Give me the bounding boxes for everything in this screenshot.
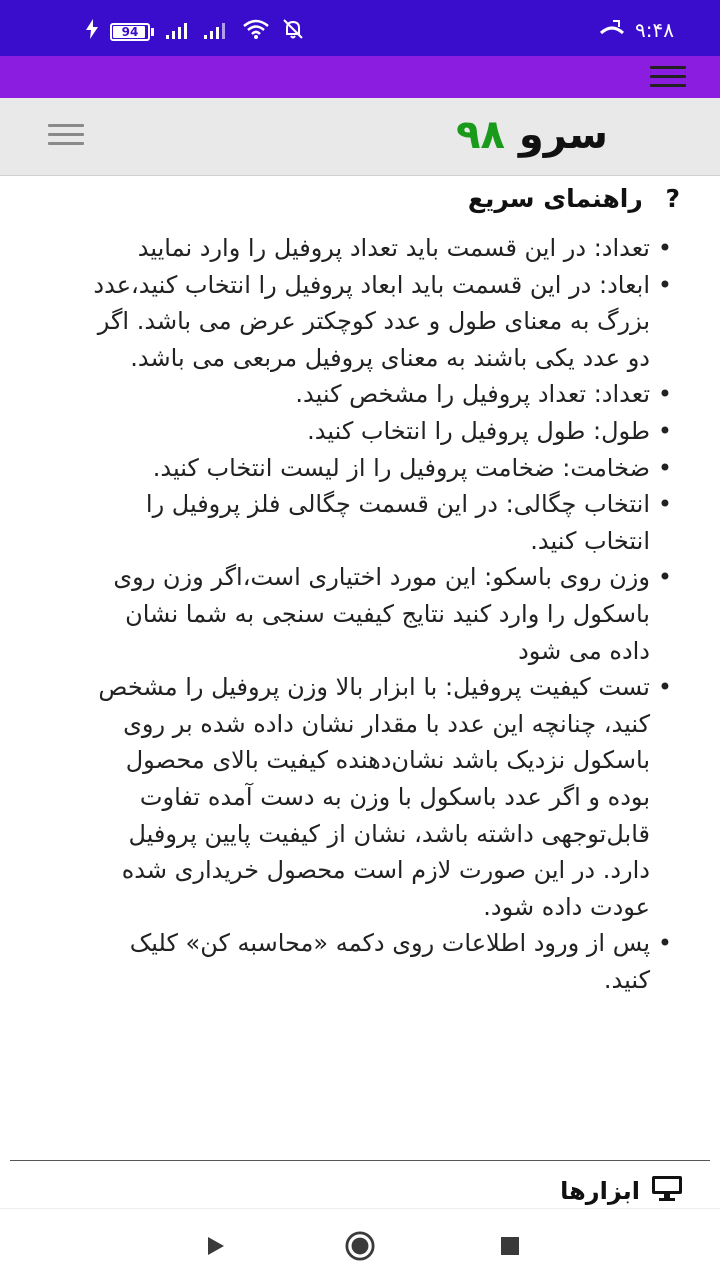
status-icons-right [599, 18, 674, 42]
monitor-icon [650, 1174, 684, 1208]
main-content [0, 180, 720, 1205]
quick-guide-title: راهنمای سریع [467, 184, 643, 213]
status-bar [0, 0, 720, 56]
signal-icon [204, 20, 230, 44]
quick-guide-heading [468, 184, 680, 213]
clock: ۹:۴۸ [635, 18, 674, 42]
battery-icon [110, 23, 154, 41]
call-forward-icon [599, 18, 625, 42]
site-header [0, 98, 720, 176]
list-item: • وزن روی باسکو: این مورد اختیاری است،اگر وزن روی باسکول را وارد کنید نتایج کیفیت سنجی به شما نشان داده می شود [90, 559, 650, 669]
list-item: • ضخامت: ضخامت پروفیل را از لیست انتخاب کنید. [90, 450, 650, 487]
list-item: • پس از ورود اطلاعات روی دکمه «محاسبه کن» کلیک کنید. [90, 925, 650, 998]
signal-icon [166, 20, 192, 44]
hamburger-icon[interactable] [48, 124, 84, 146]
list-item: • تعداد: در این قسمت باید تعداد پروفیل را وارد نمایید [90, 230, 650, 267]
logo-word: سرو [518, 112, 608, 158]
list-item: • انتخاب چگالی: در این قسمت چگالی فلز پروفیل را انتخاب کنید. [90, 486, 650, 559]
logo-number: ۹۸ [456, 112, 505, 158]
recents-icon[interactable] [495, 1231, 525, 1261]
wifi-icon [242, 19, 270, 44]
home-icon[interactable] [345, 1231, 375, 1261]
question-icon: ? [665, 184, 680, 213]
list-item: • تست کیفیت پروفیل: با ابزار بالا وزن پروفیل را مشخص کنید، چنانچه این عدد با مقدار نشان داده شده بر روی باسکول نزدیک باشد نشان‌دهنده کیفیت بالای محصول بوده و اگر عدد باسکول با وزن به دست آمده تفاوت قابل‌توجهی داشته باشد، نشان از کیفیت پایین پروفیل دارد. در این صورت لازم است محصول خریداری شده عودت داده شود. [90, 669, 650, 925]
navigation-bar [0, 1208, 720, 1280]
tools-title: ابزارها [560, 1177, 640, 1205]
battery-level: 94 [121, 24, 139, 39]
hamburger-icon[interactable] [650, 66, 686, 88]
divider [10, 1160, 710, 1161]
list-item: • طول: طول پروفیل را انتخاب کنید. [90, 413, 650, 450]
list-item: • ابعاد: در این قسمت باید ابعاد پروفیل را انتخاب کنید،عدد بزرگ به معنای طول و عدد کوچکتر عرض می باشد. اگر دو عدد یکی باشند به معنای پروفیل مربعی می باشد. [90, 267, 650, 377]
app-bar [0, 56, 720, 98]
tools-heading[interactable] [560, 1174, 684, 1208]
quick-guide-list [90, 230, 650, 998]
back-icon[interactable] [200, 1231, 230, 1261]
charging-icon [86, 19, 98, 44]
status-icons-left [86, 18, 304, 45]
list-item: • تعداد: تعداد پروفیل را مشخص کنید. [90, 376, 650, 413]
mute-icon [282, 18, 304, 45]
site-logo[interactable] [456, 112, 608, 158]
